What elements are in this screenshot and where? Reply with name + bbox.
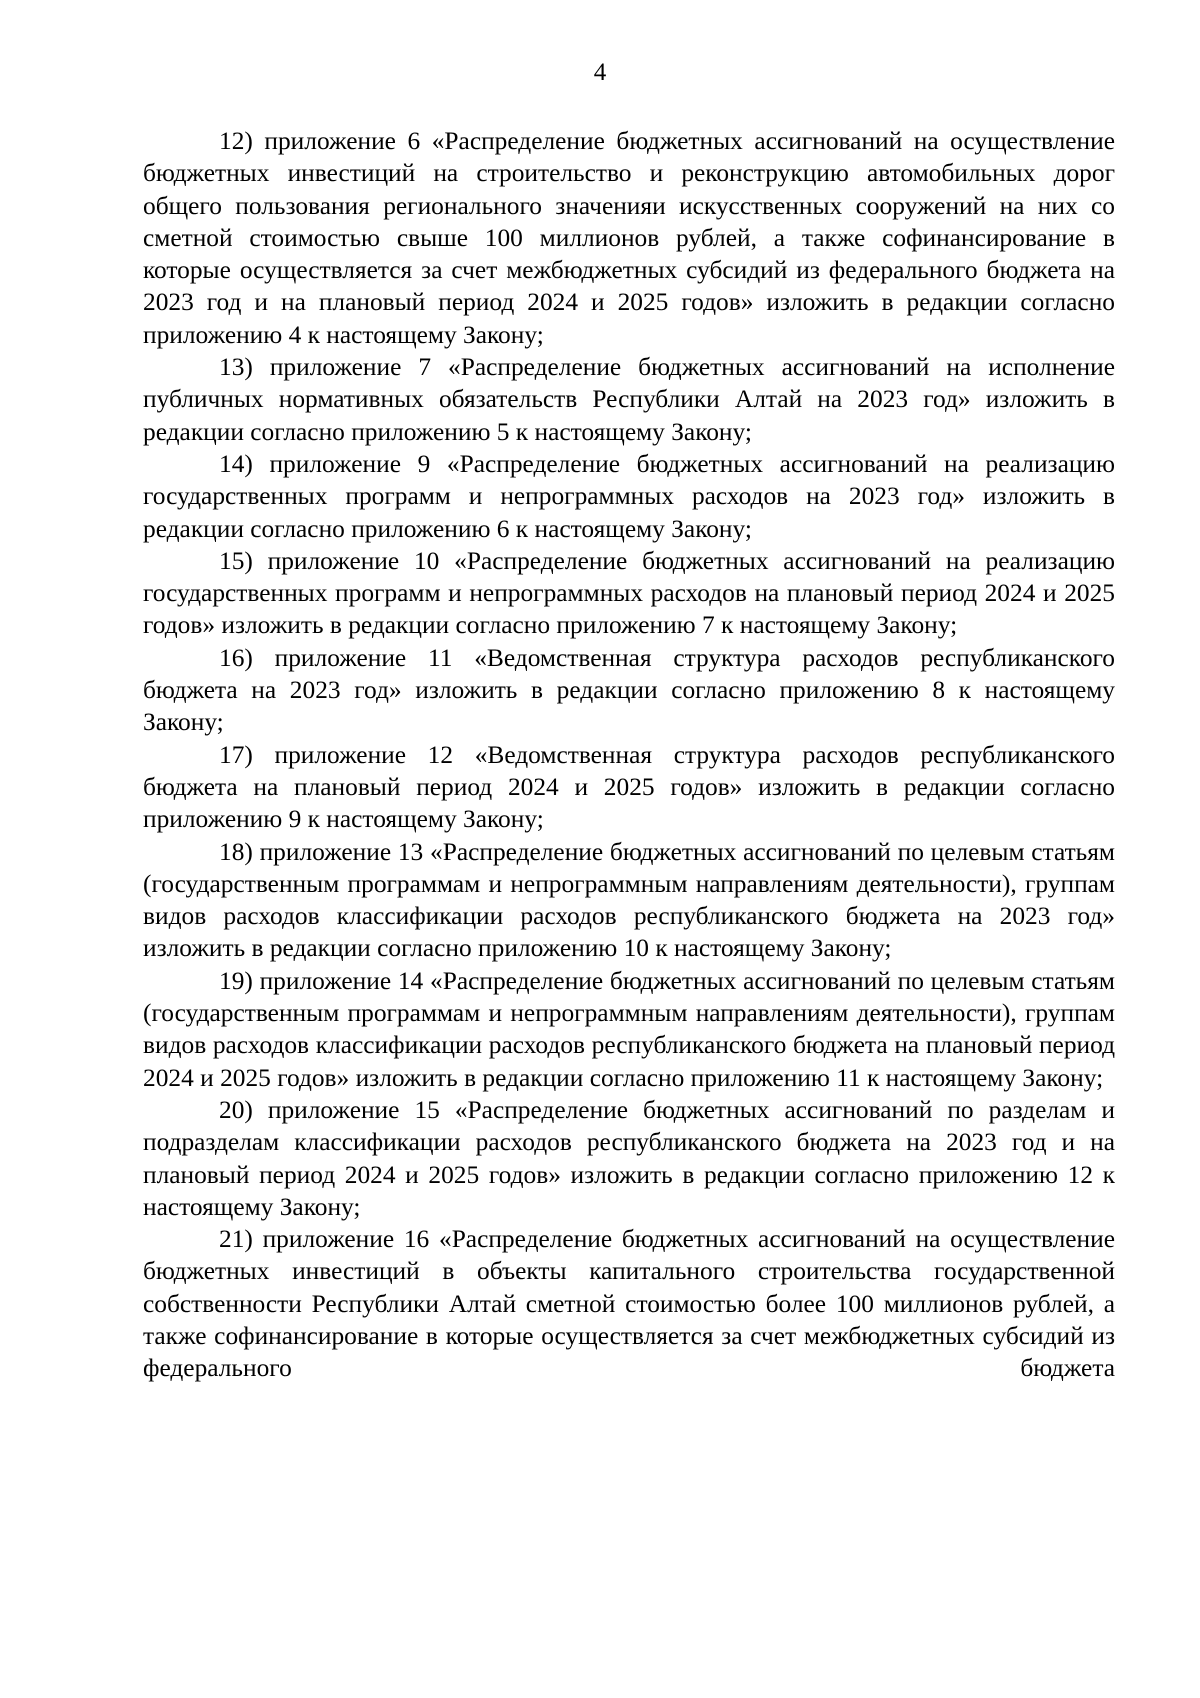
paragraph-14: 14) приложение 9 «Распределение бюджетных ассигнований на реализацию государственных программ и непрограммных расходов на 2023 год» изложить в редакции согласно приложению 6 к настоящему Закону; [143, 449, 1115, 543]
page-number: 4 [593, 59, 607, 86]
document-body [143, 125, 1115, 1385]
paragraph-17: 17) приложение 12 «Ведомственная структура расходов республиканского бюджета на плановый период 2024 и 2025 годов» изложить в редакции согласно приложению 9 к настоящему Закону; [143, 740, 1115, 834]
paragraph-19: 19) приложение 14 «Распределение бюджетных ассигнований по целевым статьям (государственным программам и непрограммным направлениям деятельности), группам видов расходов классификации расходов республиканского бюджета на плановый период 2024 и 2025 годов» изложить в редакции согласно приложению 11 к настоящему Закону; [143, 966, 1115, 1092]
paragraph-18: 18) приложение 13 «Распределение бюджетных ассигнований по целевым статьям (государственным программам и непрограммным направлениям деятельности), группам видов расходов классификации расходов республиканского бюджета на 2023 год» изложить в редакции согласно приложению 10 к настоящему Закону; [143, 837, 1115, 963]
paragraph-20: 20) приложение 15 «Распределение бюджетных ассигнований по разделам и подразделам классификации расходов республиканского бюджета на 2023 год и на плановый период 2024 и 2025 годов» изложить в редакции согласно приложению 12 к настоящему Закону; [143, 1095, 1115, 1221]
paragraph-15: 15) приложение 10 «Распределение бюджетных ассигнований на реализацию государственных программ и непрограммных расходов на плановый период 2024 и 2025 годов» изложить в редакции согласно приложению 7 к настоящему Закону; [143, 546, 1115, 640]
paragraph-21: 21) приложение 16 «Распределение бюджетных ассигнований на осуществление бюджетных инвестиций в объекты капитального строительства государственной собственности Республики Алтай сметной стоимостью более 100 миллионов рублей, а также софинансирование в которые осуществляется за счет межбюджетных субсидий из федерального бюджета [143, 1225, 1115, 1383]
paragraph-13: 13) приложение 7 «Распределение бюджетных ассигнований на исполнение публичных нормативных обязательств Республики Алтай на 2023 год» изложить в редакции согласно приложению 5 к настоящему Закону; [143, 353, 1115, 446]
paragraph-12: 12) приложение 6 «Распределение бюджетных ассигнований на осуществление бюджетных инвестиций на строительство и реконструкцию автомобильных дорог общего пользования регионального значенияи искусственных сооружений на них со сметной стоимостью свыше 100 миллионов рублей, а также софинансирование в которые осуществляется за счет межбюджетных субсидий из федерального бюджета на 2023 год и на плановый период 2024 и 2025 годов» изложить в редакции согласно приложению 4 к настоящему Закону; [143, 127, 1115, 349]
paragraph-16: 16) приложение 11 «Ведомственная структура расходов республиканского бюджета на 2023 год» изложить в редакции согласно приложению 8 к настоящему Закону; [143, 643, 1115, 737]
